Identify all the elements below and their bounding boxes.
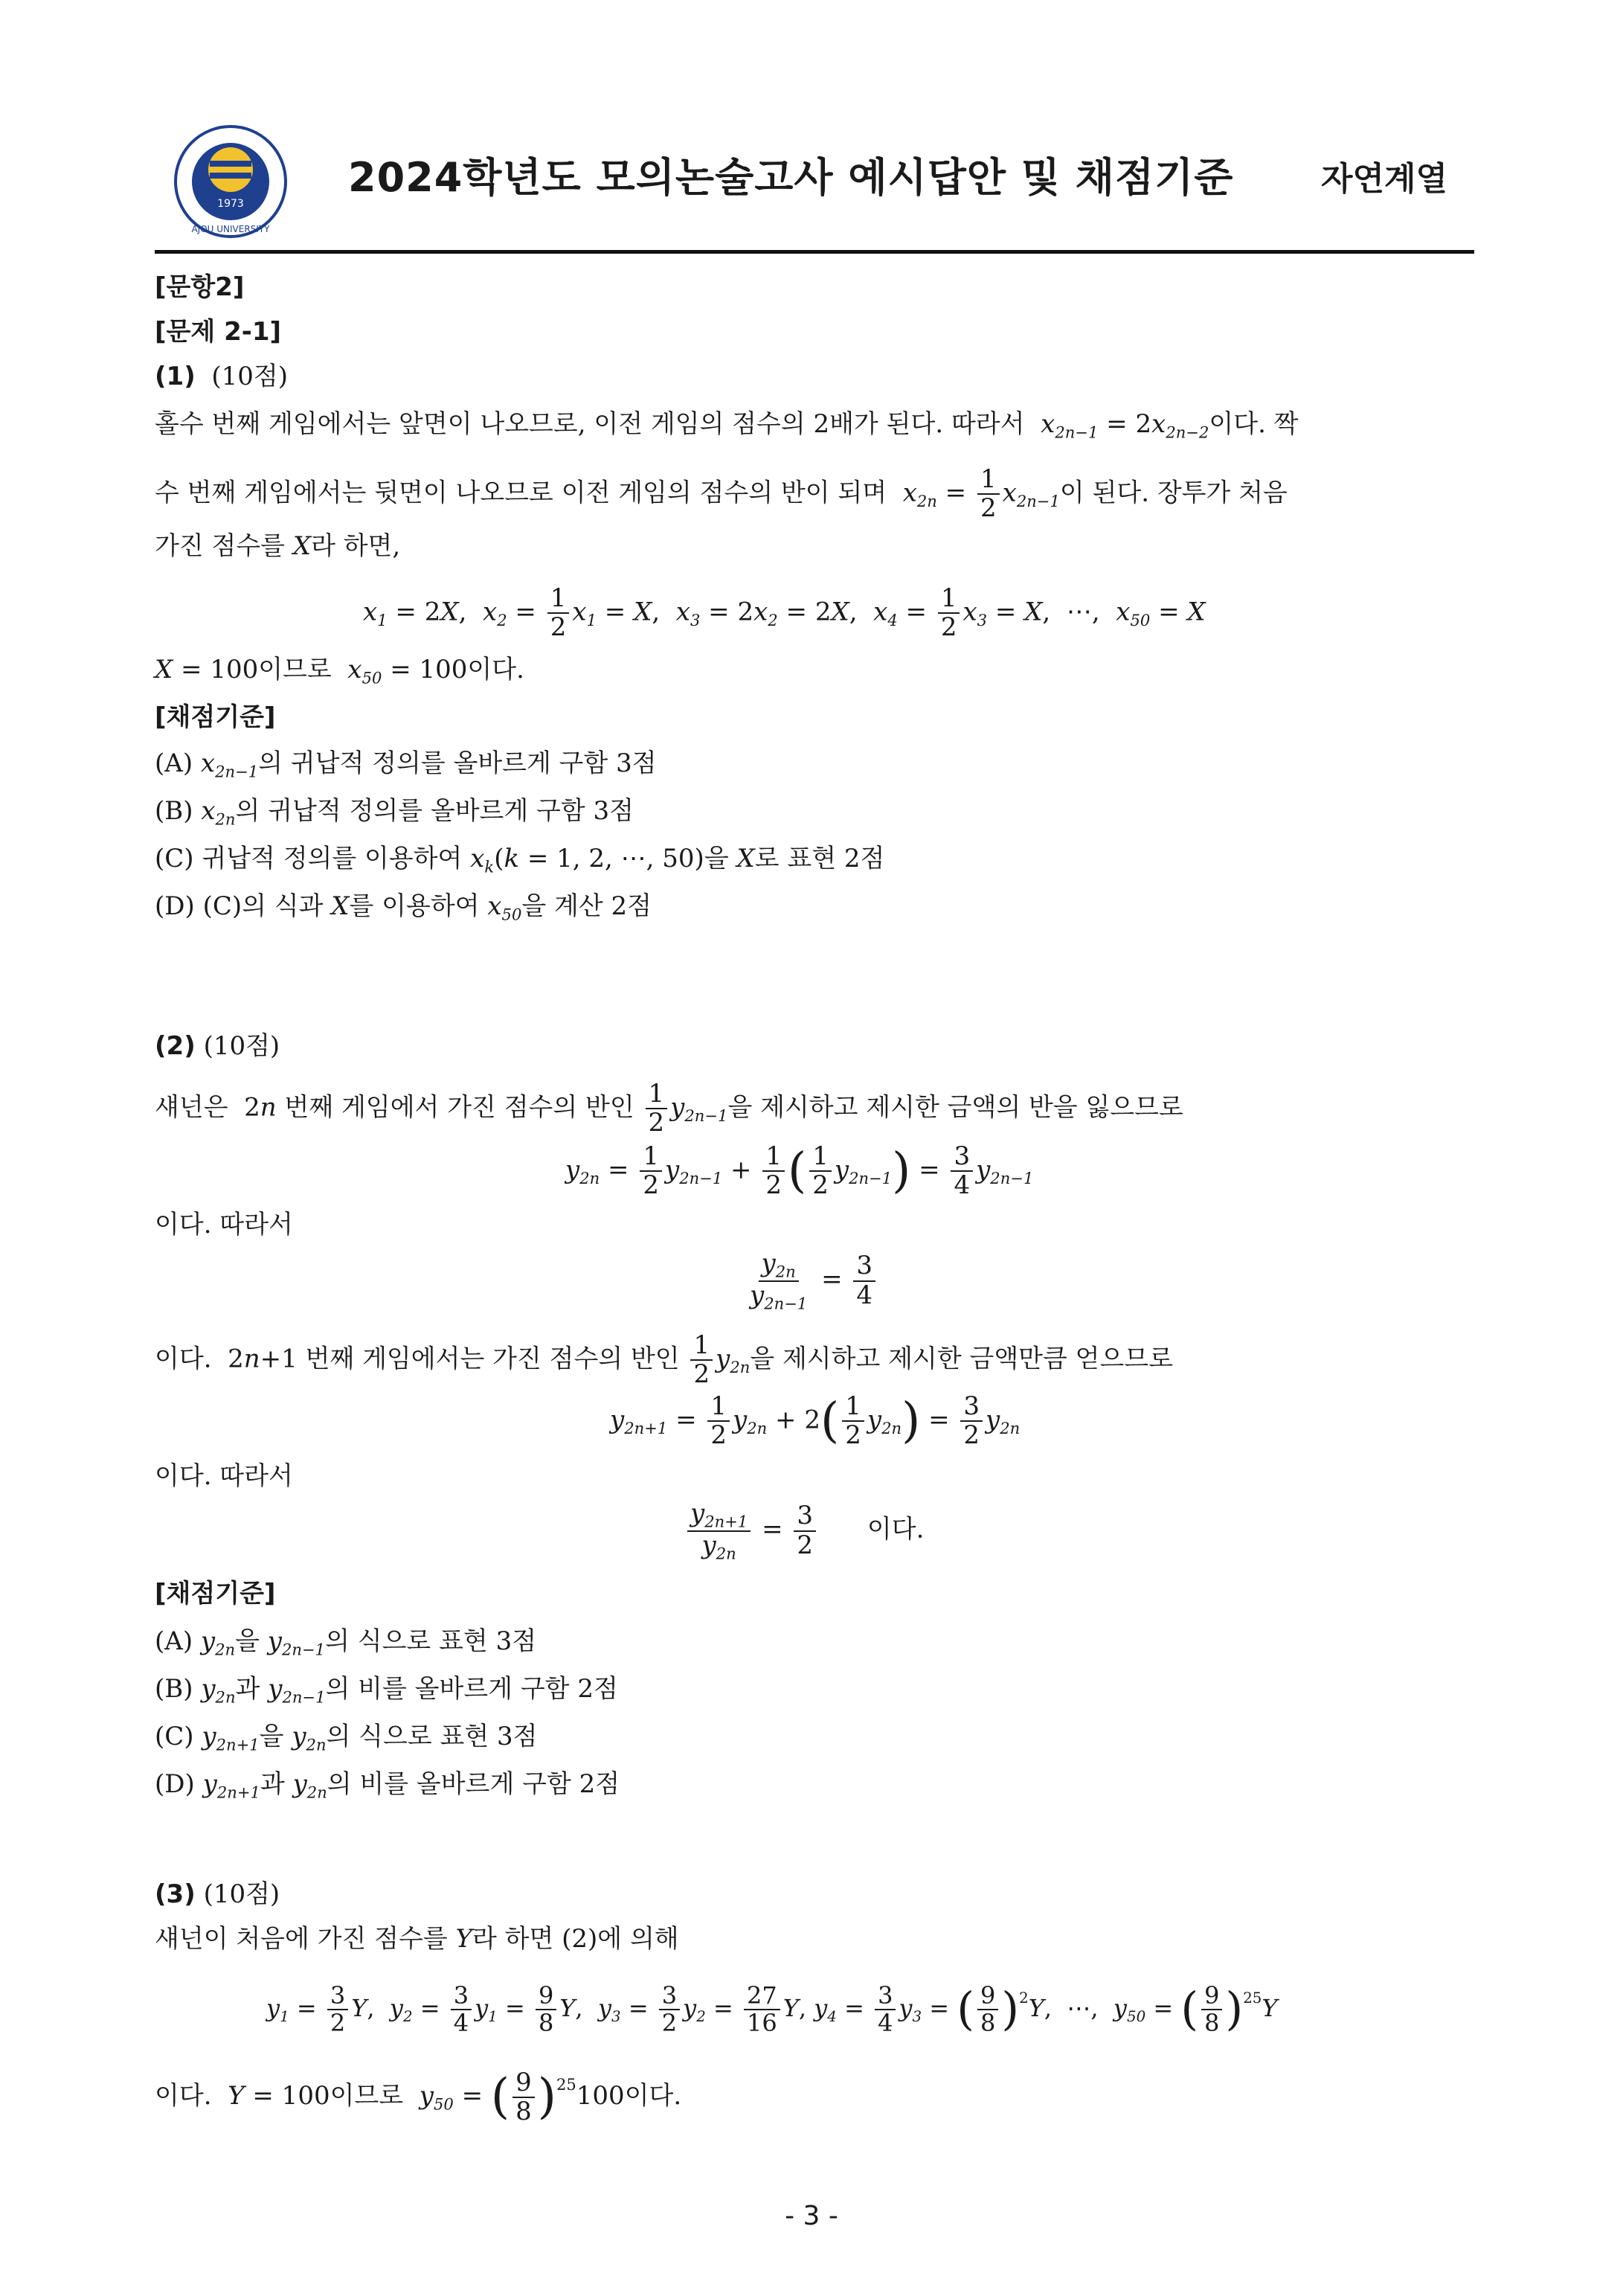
part2-criterion-c: (C) $y_{2n+1}$을 $y_{2n}$의 식으로 표현 3점 xyxy=(155,1722,538,1754)
part3-result: 이다. Y = 100이므로 $y_{50}$ = ( $\frac{9}{8}$ )$^{25}$100이다. xyxy=(155,2067,682,2126)
svg-text:AJOU UNIVERSITY: AJOU UNIVERSITY xyxy=(191,224,270,234)
page-number: - 3 - xyxy=(785,2201,838,2231)
part1-criteria-title: [채점기준] xyxy=(155,702,276,732)
part2-criterion-b: (B) $y_{2n}$과 $y_{2n-1}$의 비를 올바르게 구함 2점 xyxy=(155,1674,618,1707)
part1-equation: $x_1 = 2X$, $x_2$ = $\frac{1}{2}$ $x_1 = X$, $x_3 = 2x_2 = 2X$, $x_4$ = $\frac{1}{2}$ $x_3 = X$, ⋯, $x_{50} = X$ xyxy=(363,583,1206,643)
part2-heading: (2) (10점) xyxy=(155,1031,280,1061)
part2-then2: 이다. 따라서 xyxy=(155,1461,293,1491)
part2-equation2: $y_{2n+1}$ = $\frac{1}{2}$ $y_{2n} + 2$( $\frac{1}{2}$ $y_{2n}$) = $\frac{3}{2}$ $y_{2n}$ xyxy=(610,1391,1021,1451)
part2-equation1: $y_{2n}$ = $\frac{1}{2}$ $y_{2n-1}$ + $\frac{1}{2}$ ( $\frac{1}{2}$ $y_{2n-1}$) = $\frac{3}{4}$ $y_{2n-1}$ xyxy=(565,1141,1034,1201)
part3-heading: (3) (10점) xyxy=(155,1879,280,1909)
part3-equation: $y_1$ = $\frac{3}{2}$ Y, $y_2$ = $\frac{3}{4}$ $y_1$ = $\frac{9}{8}$ Y, $y_3$ = $\frac{3}{2}$ $y_2$ = $\frac{27}{16}$ Y, $y_4$ = $\frac{3}{4}$ $y_3$ = ( $\frac{9}{8}$ )$^2$Y, ⋯, $y_{50}$ = ( $\frac{9}{8}$ )$^{25}$Y xyxy=(266,1981,1278,2038)
svg-text:1973: 1973 xyxy=(217,198,244,210)
part2-intro: 섀넌은 2n 번째 게임에서 가진 점수의 반인 $\frac{1}{2}$ $y_{2n-1}$을 제시하고 제시한 금액의 반을 잃으므로 xyxy=(155,1079,1183,1138)
part3-intro: 섀넌이 처음에 가진 점수를 Y라 하면 (2)에 의해 xyxy=(155,1924,679,1954)
part1-criterion-c: (C) 귀납적 정의를 이용하여 $x_k(k = 1$, 2, ⋯, 50)을 X로 표현 2점 xyxy=(155,844,885,876)
header-divider xyxy=(155,250,1474,254)
part2-mid: 이다. 2n+1 번째 게임에서는 가진 점수의 반인 $\frac{1}{2}$ $y_{2n}$을 제시하고 제시한 금액만큼 얻으므로 xyxy=(155,1330,1174,1390)
part1-line3: 가진 점수를 X라 하면, xyxy=(155,531,401,561)
part1-line2: 수 번째 게임에서는 뒷면이 나오므로 이전 게임의 점수의 반이 되며 $x_{2n}$ = $\frac{1}{2}$ $x_{2n-1}$이 된다. 장투가 처음 xyxy=(155,464,1288,524)
part2-ratio2: $\frac{y_{2n+1}}{y_{2n}}$ = $\frac{3}{2}$ 이다. xyxy=(684,1500,924,1562)
part1-result: X = 100이므로 $x_{50} = 100$이다. xyxy=(155,655,524,687)
part2-ratio1: $\frac{y_{2n}}{y_{2n-1}}$ = $\frac{3}{4}$ xyxy=(744,1250,878,1312)
part2-then1: 이다. 따라서 xyxy=(155,1210,293,1240)
item-label: [문항2] xyxy=(155,272,245,302)
document-title: 2024학년도 모의논술고사 예시답안 및 채점기준 xyxy=(348,154,1234,201)
part1-line1: 홀수 번째 게임에서는 앞면이 나오므로, 이전 게임의 점수의 2배가 된다. 따라서 $x_{2n-1} = 2x_{2n-2}$이다. 짝 xyxy=(155,409,1299,442)
problem-label: [문제 2-1] xyxy=(155,317,282,347)
part1-criterion-d: (D) (C)의 식과 X를 이용하여 $x_{50}$을 계산 2점 xyxy=(155,891,652,924)
part1-criterion-a: (A) $x_{2n-1}$의 귀납적 정의를 올바르게 구함 3점 xyxy=(155,748,657,781)
part1-heading: (1) (10점) xyxy=(155,362,289,391)
part2-criterion-a: (A) $y_{2n}$을 $y_{2n-1}$의 식으로 표현 3점 xyxy=(155,1626,537,1659)
category-label: 자연계열 xyxy=(1321,160,1448,198)
university-logo xyxy=(173,124,289,240)
part2-criterion-d: (D) $y_{2n+1}$과 $y_{2n}$의 비를 올바르게 구함 2점 xyxy=(155,1769,620,1802)
part2-criteria-title: [채점기준] xyxy=(155,1579,276,1609)
part1-criterion-b: (B) $x_{2n}$의 귀납적 정의를 올바르게 구함 3점 xyxy=(155,796,634,829)
